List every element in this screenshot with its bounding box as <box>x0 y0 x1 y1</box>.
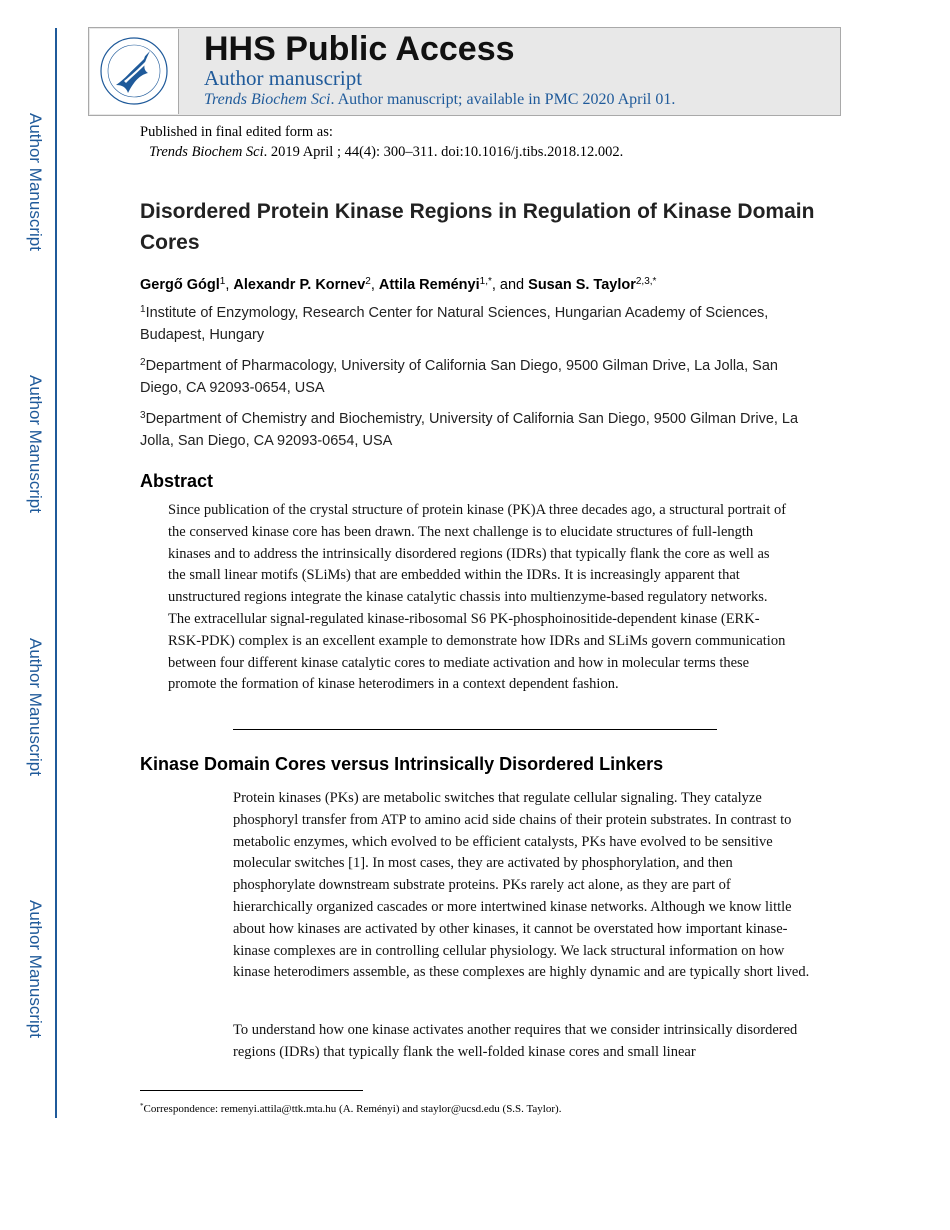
section-heading: Kinase Domain Cores versus Intrinsically Disordered Linkers <box>140 754 664 774</box>
abstract-heading: Abstract <box>140 471 214 491</box>
footnote-text: Correspondence: remenyi.attila@ttk.mta.hu (A. Reményi) and staylor@ucsd.edu (S.S. Taylor). <box>143 1103 562 1115</box>
affiliation-sup: 2 <box>140 357 146 368</box>
hhs-subtitle: Author manuscript <box>204 66 363 90</box>
hhs-availability <box>204 91 675 109</box>
published-citation <box>140 142 623 162</box>
author-sup: 1,* <box>479 276 492 287</box>
sidebar-label: Author Manuscript <box>26 900 45 1038</box>
footnote-marker: * <box>140 1102 144 1110</box>
hhs-title: HHS Public Access <box>204 30 515 68</box>
sidebar-label: Author Manuscript <box>26 375 45 513</box>
journal-name: Trends Biochem Sci <box>204 91 331 108</box>
sidebar-label: Author Manuscript <box>26 638 45 776</box>
author-sup: 1 <box>219 276 226 287</box>
hhs-eagle-icon <box>98 33 170 109</box>
author-sep: , <box>225 277 234 293</box>
body-paragraph: Protein kinases (PKs) are metabolic switches that regulate cellular signaling. They catalyze phosphoryl transfer from ATP to amino acid side chains of their protein substrates. In contrast to metabolic enzymes, which evolved to be efficient catalysts, PKs have evolved to be sensitive molecular switches [1]. In most cases, they are activated by phosphorylation, and then phosphorylate downstream substrate proteins. PKs rarely act alone, as they are part of hierarchically organized cascades or more intertwined kinase networks. Although we know little about how kinases are activated by other kinases, it cannot be overstated how important kinase-kinase complexes are in controlling cellular physiology. We lack structural information on how kinase heterodimers assemble, as these complexes are highly dynamic and are typically short lived. <box>233 790 810 981</box>
author-name: Alexandr P. Kornev <box>233 277 366 293</box>
author-sup: 2,3,* <box>635 276 657 287</box>
author-sep: , <box>370 277 379 293</box>
abstract-text: Since publication of the crystal structure of protein kinase (PK)A three decades ago, a structural portrait of the conserved kinase core has been drawn. The next challenge is to elucidate structures of full-length kinases and to address the intrinsically disordered regions (IDRs) that typically flank the core as well as the small linear motifs (SLiMs) that are embedded within the IDRs. It is increasingly apparent that unstructured regions integrate the kinase catalytic chassis into multienzyme-based regulatory networks. The extracellular signal-regulated kinase-ribosomal S6 PK-phosphoinositide-dependent kinase (ERK-RSK-PDK) complex is an excellent example to demonstrate how IDRs and SLiMs govern communication between four different kinase catalytic cores to mediate activation and how in molecular terms these promote the formation of kinase heterodimers in a context dependent fashion. <box>168 502 787 693</box>
section-divider <box>233 729 717 730</box>
hhs-seal-logo <box>90 29 179 114</box>
body-paragraph: To understand how one kinase activates another requires that we consider intrinsically disordered regions (IDRs) that typically flank the well-folded kinase cores and small linear <box>233 1022 798 1060</box>
author-sep: , and <box>491 277 529 293</box>
affiliation-sup: 1 <box>140 304 146 315</box>
author-list <box>140 277 656 293</box>
footnote-rule <box>140 1090 363 1091</box>
author-name: Susan S. Taylor <box>528 277 636 293</box>
published-in <box>140 122 623 162</box>
author-name: Attila Reményi <box>378 277 480 293</box>
sidebar-label: Author Manuscript <box>26 113 45 251</box>
affiliation <box>140 408 820 452</box>
author-sup: 2 <box>365 276 371 287</box>
article-title: Disordered Protein Kinase Regions in Regulation of Kinase Domain Cores <box>140 200 815 254</box>
affiliation <box>140 355 820 399</box>
citation-text: . 2019 April ; 44(4): 300–311. doi:10.1016/j.tibs.2018.12.002. <box>263 144 624 160</box>
footnote <box>140 1103 561 1115</box>
sidebar-rule <box>55 28 57 1118</box>
affiliation-text: Department of Chemistry and Biochemistry, University of California San Diego, 9500 Gilman Drive, La Jolla, San Diego, CA 92093-0654, USA <box>140 411 799 449</box>
affiliation-text: Department of Pharmacology, University of California San Diego, 9500 Gilman Drive, La Jolla, San Diego, CA 92093-0654, USA <box>140 358 778 396</box>
availability-text: . Author manuscript; available in PMC 2020 April 01. <box>330 91 676 108</box>
affiliation-sup: 3 <box>140 410 146 421</box>
affiliation-text: Institute of Enzymology, Research Center for Natural Sciences, Hungarian Academy of Sciences, Budapest, Hungary <box>140 305 769 343</box>
affiliation <box>140 302 820 346</box>
published-label: Published in final edited form as: <box>140 124 333 140</box>
journal-name: Trends Biochem Sci <box>149 144 264 160</box>
author-name: Gergő Gógl <box>140 277 220 293</box>
